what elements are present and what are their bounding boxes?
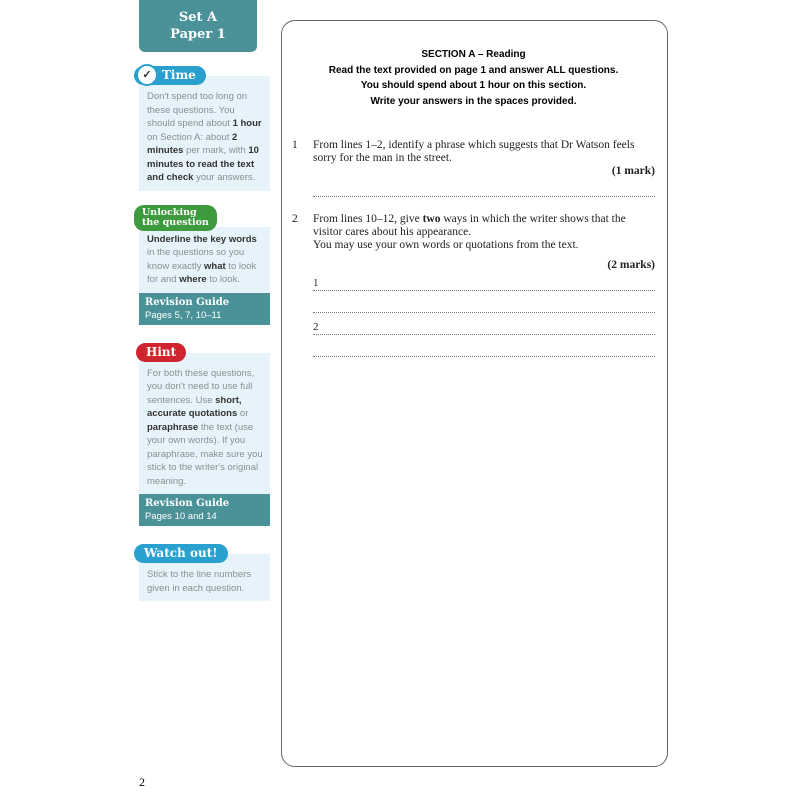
- marks: (1 mark): [611, 165, 655, 177]
- text: the text (use your own words). If you paraphrase, make sure you stick to the writer's original meaning.: [147, 421, 263, 487]
- hint-box: [139, 353, 270, 495]
- text: in the questions so you know exactly: [147, 247, 245, 272]
- text: where: [179, 274, 207, 285]
- question-text: From lines 1–2, identify a phrase which suggests that Dr Watson feels sorry for the man in the street.: [313, 139, 635, 164]
- text: to look.: [206, 274, 240, 285]
- text: Pages 5, 7, 10–11: [145, 309, 222, 321]
- answer-line[interactable]: [313, 182, 655, 197]
- stopwatch-icon: ✓: [136, 64, 158, 86]
- text: or: [237, 408, 249, 419]
- text: Unlocking: [142, 206, 197, 218]
- text: paraphrase: [147, 421, 199, 433]
- question-1: [292, 139, 655, 197]
- text: two: [422, 213, 441, 225]
- text: what: [204, 260, 226, 272]
- question-number: 1: [292, 139, 298, 151]
- time-label: Time: [162, 68, 196, 82]
- time-box: [139, 76, 270, 191]
- time-section: [139, 66, 270, 191]
- revision-guide-1: [139, 293, 270, 325]
- text: Revision Guide: [145, 296, 230, 308]
- answer-label: 2: [313, 321, 319, 333]
- text: per mark, with: [183, 145, 249, 156]
- text: Watch out!: [144, 546, 218, 560]
- text: 2 minutes: [147, 131, 238, 156]
- set-label: Set A: [178, 10, 218, 25]
- revision-guide-2: [139, 494, 270, 526]
- section-title: SECTION A – Reading: [421, 49, 526, 60]
- text: on Section A: about: [147, 131, 233, 143]
- instruction: You should spend about 1 hour on this section.: [360, 80, 587, 91]
- answer-line[interactable]: [313, 276, 655, 291]
- text: ways in which the writer shows that the visitor cares about his appearance.: [313, 213, 626, 238]
- answer-line[interactable]: [313, 298, 655, 313]
- text: to look for and: [147, 260, 257, 285]
- text: Revision Guide: [145, 498, 230, 509]
- page-number: 2: [139, 775, 145, 789]
- text: short, accurate quotations: [147, 394, 242, 419]
- unlocking-badge: [134, 205, 217, 231]
- hint-section: [139, 343, 270, 527]
- text: 1 hour: [232, 118, 262, 129]
- time-badge: [134, 66, 206, 85]
- answer-line[interactable]: [313, 342, 655, 357]
- question-number: 2: [292, 213, 298, 225]
- paper-label: Paper 1: [170, 27, 226, 42]
- unlocking-box: [139, 227, 270, 293]
- text: your answers.: [193, 172, 256, 183]
- answer-label: 1: [313, 277, 319, 289]
- marks: (2 marks): [607, 259, 655, 271]
- set-tab: [139, 0, 257, 52]
- question-panel: [281, 20, 668, 767]
- instruction: Read the text provided on page 1 and answer ALL questions.: [328, 64, 619, 76]
- text: From lines 10–12, give: [313, 213, 423, 225]
- text: 10 minutes to read the text and check: [147, 145, 259, 183]
- hint-badge: [136, 343, 186, 362]
- text: Pages 10 and 14: [145, 511, 217, 522]
- text: Underline the key words: [147, 233, 257, 245]
- sidebar: [139, 66, 270, 601]
- text: the question: [142, 216, 209, 228]
- question-2: [292, 213, 655, 357]
- unlocking-section: [139, 205, 270, 325]
- text: Don't spend too long on these questions. You should spend about: [147, 91, 248, 129]
- question-text: [313, 213, 655, 239]
- question-text: You may use your own words or quotations from the text.: [313, 239, 579, 251]
- section-header: [292, 47, 655, 109]
- answer-line[interactable]: [313, 320, 655, 335]
- watch-out-section: [139, 544, 270, 601]
- text: For both these questions, you don't need to use full sentences. Use: [147, 367, 255, 406]
- text: Stick to the line numbers given in each question.: [147, 569, 252, 594]
- instruction: Write your answers in the spaces provided.: [370, 95, 577, 107]
- text: Hint: [146, 344, 177, 359]
- watch-out-badge: [134, 544, 228, 563]
